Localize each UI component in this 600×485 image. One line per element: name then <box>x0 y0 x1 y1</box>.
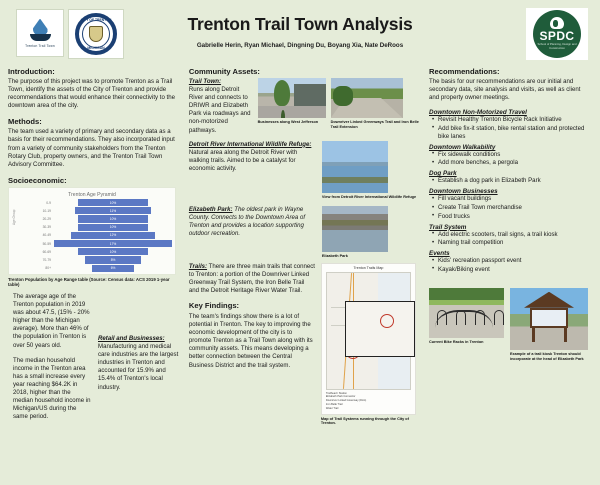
community-assets-heading: Community Assets: <box>188 67 260 76</box>
caption-businesses: Businesses along West Jefferson <box>257 120 319 124</box>
recommendation-list <box>431 231 592 248</box>
city-seal-bottom-text: MICHIGAN <box>87 46 105 50</box>
recommendation-group-title: Downtown Non-Motorized Travel <box>429 109 527 117</box>
introduction-body: The purpose of this project was to promote Trenton as a Trail Town, identify the assets of the City of Trenton and provide recommendations that would enhance their connectivity to the downtown area of the city. <box>8 78 175 110</box>
key-findings-heading: Key Findings: <box>188 300 240 310</box>
figure-elizabeth-park <box>322 206 388 259</box>
map-inset-marker <box>380 314 394 328</box>
chart-bar-track <box>54 215 172 222</box>
spdc-badge-icon <box>533 10 581 58</box>
recommendation-groups <box>429 109 592 273</box>
chart-tick-label: 10-19 <box>42 208 51 213</box>
figure-refuge <box>322 141 416 200</box>
page-title: Trenton Trail Town Analysis <box>187 14 413 34</box>
chart-bar-value: 6% <box>110 266 116 271</box>
spdc-logo-text: SPDC <box>539 29 575 44</box>
chart-bar-row <box>34 248 172 256</box>
retail-businesses-block <box>98 335 180 392</box>
chart-bar-row <box>34 240 172 248</box>
chart-tick-label: 50-59 <box>42 241 51 246</box>
spartan-helmet-icon <box>550 17 564 29</box>
spdc-logo <box>526 8 588 60</box>
chart-bar-value: 17% <box>109 241 117 246</box>
socioeconomic-heading: Socioeconomic: <box>8 175 67 185</box>
trails-findings-block <box>189 263 316 427</box>
map-inset-box <box>345 301 415 357</box>
asset-elizabeth-park <box>189 206 421 259</box>
recommendation-group-title: Downtown Walkability <box>429 143 496 151</box>
kiosk-leg-left <box>532 328 535 342</box>
chart-bar <box>75 207 151 214</box>
recommendation-group-title: Events <box>429 250 450 258</box>
crest-icon <box>89 26 103 42</box>
recommendation-item: • Kids' recreation passport event <box>431 257 592 265</box>
asset-trails-and-findings <box>189 263 421 427</box>
socio-text-left <box>8 293 92 428</box>
recommendation-list <box>431 116 592 141</box>
map-legend-item: Trailhead / Station <box>325 391 347 395</box>
column-right <box>429 67 592 430</box>
recommendations-intro: The basis for our recommendations are our initial and secondary data, site analysis and visits, as well as client and property owner meetings. <box>429 78 581 102</box>
recommendation-list <box>431 195 592 220</box>
recommendation-item: • Revisit Healthy Trenton Bicycle Rack Initiative <box>431 116 592 124</box>
figure-bike-racks <box>429 288 504 345</box>
caption-park: Elizabeth Park <box>321 253 348 258</box>
chart-source-note: Trenton Population by Age Range table (Source: Census data: ACS 2019 1-year table) <box>8 276 170 288</box>
trail-town-text-block <box>189 78 253 135</box>
park-label: Elizabeth Park: <box>188 205 233 213</box>
column-left <box>8 67 181 430</box>
methods-body: The team used a variety of primary and secondary data as a basis for their recommendations. They also incorporated input from a variety of community stakeholders from the Trenton Rotary Club, property owners, and the Trenton Trail Town Advisory Committee. <box>8 128 175 168</box>
chart-bar-value: 10% <box>109 225 117 230</box>
trails-label: Trails: <box>188 262 208 270</box>
bike-rack-icon <box>437 310 504 325</box>
chart-bar-row <box>34 264 172 272</box>
chart-bar-value: 10% <box>109 217 117 222</box>
kiosk-roof-icon <box>524 292 574 308</box>
recommendation-item: • Food trucks <box>431 213 592 221</box>
recommendation-item: • Create Trail Town merchandise <box>431 204 592 212</box>
introduction-heading: Introduction: <box>8 67 55 76</box>
chart-bar-row <box>34 199 172 207</box>
chart-bar-track <box>54 240 172 247</box>
refuge-body: Natural area along the Detroit River with walking trails. Aimed to be a catalyst for economic activity. <box>188 148 298 172</box>
park-text-block <box>189 206 317 259</box>
chart-bar-track <box>54 248 172 255</box>
socio-text-columns <box>8 293 181 428</box>
recommendation-item: • Add bike fix-it station, bike rental station and protected bike lanes <box>431 125 592 141</box>
caption-bike-racks: Current Bike Racks in Trenton <box>429 339 484 344</box>
recommendation-item: • Add electric scooters, trail signs, a trail kiosk <box>431 231 592 239</box>
map-legend-item: Downriver Linked Greenway (DLG) <box>325 399 367 403</box>
average-age-text: The average age of the Trenton population in 2019 was about 47.5, (15% - 20% higher than the Michigan average). More than 46% of the population in Trenton is over 50 years old. <box>13 293 90 349</box>
chart-bar-value: 11% <box>109 208 117 213</box>
figure-businesses <box>258 78 326 135</box>
city-of-trenton-logo <box>68 9 124 59</box>
chart-bar <box>92 265 134 272</box>
recommendation-list <box>431 151 592 168</box>
chart-tick-label: 60-69 <box>42 249 51 254</box>
park-body: The oldest park in Wayne County. Connects to the Downtown Area of Trenton and provides a location supporting outdoor recreation. <box>188 205 306 237</box>
chart-bar <box>78 215 147 222</box>
recommendation-list <box>431 177 592 185</box>
chart-tick-label: 30-39 <box>42 225 51 230</box>
chart-bar <box>78 224 147 231</box>
chart-bar-row <box>34 232 172 240</box>
asset-trail-town <box>189 78 421 135</box>
photo-bike-racks <box>429 288 504 338</box>
map-legend-item: Iron Belle Trail <box>325 403 343 407</box>
trails-paragraph <box>189 263 316 295</box>
socio-text-right <box>98 293 180 428</box>
city-seal-top-text: CITY OF TRENTON <box>80 18 112 22</box>
chart-bar-value: 8% <box>110 257 116 262</box>
trail-town-logo-label: Trenton Trail Town <box>25 43 55 48</box>
right-photo-row <box>429 288 592 362</box>
chart-bar-track <box>54 199 172 206</box>
chart-bar-track <box>54 232 172 239</box>
chart-tick-label: 0-9 <box>46 200 51 205</box>
recommendation-group-title: Downtown Businesses <box>429 188 498 196</box>
water-drop-icon <box>33 19 48 41</box>
spdc-logo-subtext: School of Planning, Design and Construction <box>537 42 577 50</box>
chart-bar-track <box>54 265 172 272</box>
recommendation-item: • Add more benches, a pergola <box>431 159 592 167</box>
chart-bar-row <box>34 256 172 264</box>
refuge-label: Detroit River International Wildlife Refuge: <box>188 140 312 148</box>
chart-y-axis-label: Age Group <box>12 209 16 225</box>
chart-bar <box>71 232 154 239</box>
chart-plot-area <box>12 199 172 271</box>
figure-greenway-trail <box>331 78 421 135</box>
recommendation-item: • Establish a dog park in Elizabeth Park <box>431 177 592 185</box>
chart-bar-row <box>34 223 172 231</box>
caption-trail-kiosk: Example of a trail kiosk Trenton should incorporate at the head of Elizabeth Park <box>510 351 584 361</box>
recommendation-item: • Naming trail competition <box>431 239 592 247</box>
chart-bar-track <box>54 207 172 214</box>
recommendation-item: • Fix sidewalk conditions <box>431 151 592 159</box>
map-legend-item: Elizabeth Park Connector <box>325 395 356 399</box>
recommendation-item: • Fill vacant buildings <box>431 195 592 203</box>
chart-bar-value: 12% <box>109 233 117 238</box>
chart-title: Trenton Age Pyramid <box>68 191 116 198</box>
methods-heading: Methods: <box>8 117 42 127</box>
poster-header <box>8 6 592 62</box>
caption-refuge: View from Detroit River International Wildlife Refuge <box>321 194 417 199</box>
chart-bar <box>78 248 147 255</box>
caption-greenway: Downriver Linked Greenways Trail and Iron Belle Trail Extension <box>330 120 419 129</box>
photo-trail-kiosk <box>510 288 588 350</box>
chart-tick-label: 40-49 <box>42 233 51 238</box>
kiosk-leg-right <box>564 328 567 342</box>
chart-bar-track <box>54 256 172 263</box>
chart-bar-value: 10% <box>109 249 117 254</box>
chart-bar-row <box>34 215 172 223</box>
trail-town-logo <box>16 9 64 57</box>
photo-trail-map <box>321 263 416 415</box>
key-findings-body: The team's findings show there is a lot of potential in Trenton. The key to improving the economic development of the city is to promote Trenton as a Trail Town along with its community assets. This means developing a better connection between the Central Business District and the trail system. <box>188 312 313 369</box>
chart-bar <box>85 256 141 263</box>
recommendation-group-title: Trail System <box>429 223 467 231</box>
chart-bar-track <box>54 224 172 231</box>
recommendation-group-title: Dog Park <box>429 170 457 178</box>
median-income-text: The median household income in the Trenton area has a small increase every year reaching $64.2K in 2018, higher than the median household income in Michigan/US during the same period. <box>13 356 91 421</box>
chart-bar-row <box>34 207 172 215</box>
age-pyramid-chart <box>8 187 176 275</box>
map-canvas <box>326 272 411 390</box>
asset-wildlife-refuge <box>189 141 421 200</box>
photo-elizabeth-park <box>322 206 388 252</box>
chart-tick-label: 20-29 <box>42 217 51 222</box>
trails-body: There are three main trails that connect to Trenton: a portion of the Downriver Linked Greenway Trail System, the Iron Belle Trail and the Detroit Heritage River Water Trail. <box>188 262 316 294</box>
map-title: Trenton Trails Map <box>353 265 384 270</box>
map-legend-item: Water Trail <box>325 407 339 411</box>
chart-bar <box>54 240 172 247</box>
recommendation-item: • Kayak/Biking event <box>431 266 592 274</box>
chart-tick-label: 70-79 <box>42 257 51 262</box>
column-middle <box>189 67 421 430</box>
retail-businesses-label: Retail and Businesses: <box>98 335 165 342</box>
refuge-text-block <box>189 141 317 200</box>
map-legend <box>326 392 411 411</box>
chart-bar-value: 10% <box>109 200 117 205</box>
trail-town-label: Trail Town: <box>188 78 222 85</box>
figure-trail-map <box>321 263 421 427</box>
kiosk-board-icon <box>530 308 568 328</box>
chart-bar <box>78 199 147 206</box>
photo-greenway-trail <box>331 78 403 118</box>
photo-businesses-street <box>258 78 326 118</box>
recommendations-heading: Recommendations: <box>429 67 500 76</box>
recommendation-list <box>431 257 592 274</box>
figure-trail-kiosk <box>510 288 592 362</box>
boat-icon <box>30 34 51 41</box>
chart-tick-label: 80+ <box>45 266 51 271</box>
photo-wildlife-refuge <box>322 141 388 193</box>
author-list: Gabrielle Herin, Ryan Michael, Dingning Du, Boyang Xia, Nate DeRoos <box>196 42 404 49</box>
chart-bars <box>34 199 172 272</box>
city-seal-icon <box>75 13 117 55</box>
retail-businesses-text: Manufacturing and medical care industries are the largest industries in Trenton and accounted for 15.9% and 15.4% of Trenton's local industry. <box>98 343 179 391</box>
trail-town-body: Runs along Detroit River and connects to DRIWR and Elizabeth Park via roadways and non-motorized pathways. <box>188 86 251 134</box>
caption-trail-map: Map of Trail Systems running through the City of Trenton. <box>320 416 409 426</box>
poster-columns <box>8 67 592 430</box>
